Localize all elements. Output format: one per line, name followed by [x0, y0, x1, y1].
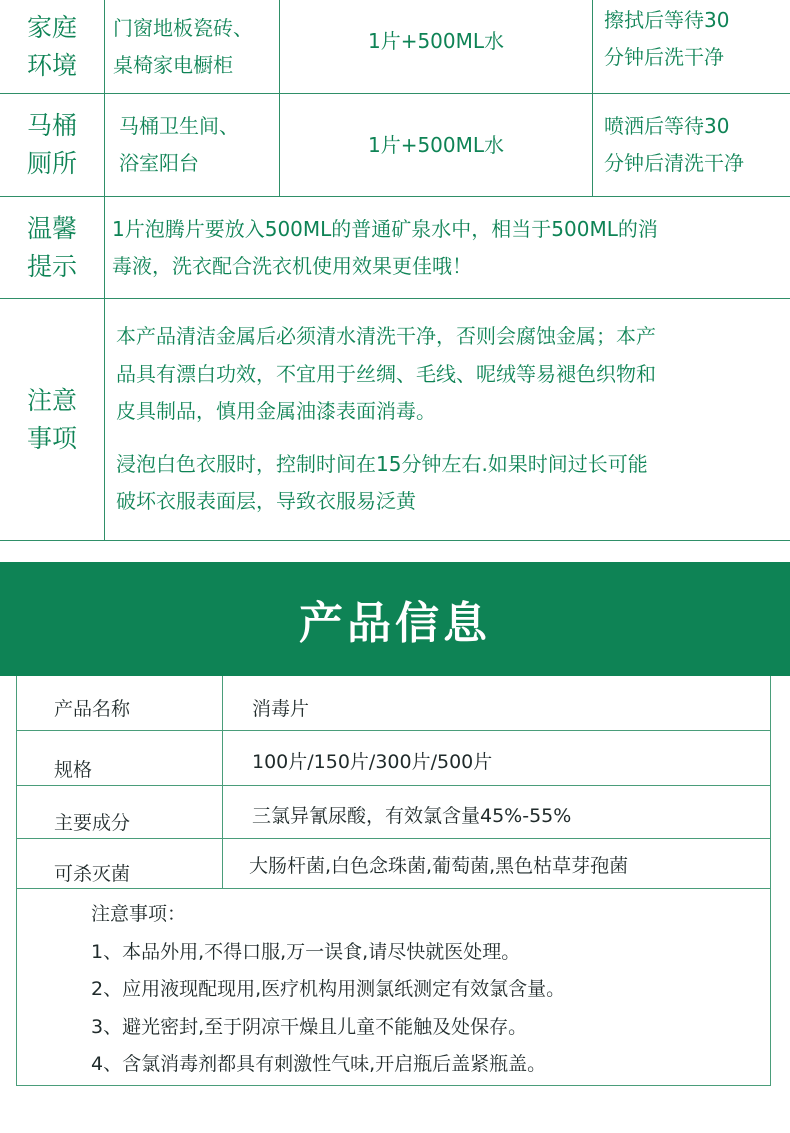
usage-ratio: 1片+500ML水: [367, 28, 505, 53]
usage-table: [0, 0, 790, 541]
info-key: 规格: [54, 759, 93, 781]
info-key: 主要成分: [54, 812, 131, 834]
section-title: 产品信息: [299, 598, 491, 649]
info-value: 消毒片: [252, 698, 310, 720]
usage-scope: 门窗地板瓷砖、 桌椅家电橱柜: [113, 15, 253, 77]
tip-text: 1片泡腾片要放入500ML的普通矿泉水中，相当于500ML的消 毒液，洗衣配合洗衣机使用效果更佳哦！: [112, 216, 658, 278]
usage-scope: 马桶卫生间、 浴室阳台: [119, 114, 239, 175]
row-divider: [17, 888, 770, 889]
note-item: 1、本品外用,不得口服,万一误食,请尽快就医处理。: [91, 940, 521, 963]
row-divider: [17, 730, 770, 731]
tip-label: 温馨 提示: [26, 213, 77, 281]
usage-method: 擦拭后等待30 分钟后洗干净: [604, 8, 730, 69]
note-item: 3、避光密封,至于阴凉干燥且儿童不能触及处保存。: [91, 1015, 528, 1038]
row-divider: [17, 785, 770, 786]
caution-text: [116, 318, 786, 521]
column-divider: [592, 0, 593, 196]
usage-method: 喷洒后等待30 分钟后清洗干净: [604, 114, 744, 175]
column-divider: [222, 676, 223, 888]
usage-row-label: 家庭 环境: [26, 12, 77, 80]
note-item: 2、应用液现配现用,医疗机构用测氯纸测定有效氯含量。: [91, 978, 566, 1000]
notes-title: 注意事项：: [91, 903, 187, 925]
info-value: 100片/150片/300片/500片: [252, 751, 493, 773]
column-divider: [104, 0, 105, 540]
table-bottom-rule: [0, 540, 790, 541]
product-info-table: [16, 676, 771, 1086]
info-key: 可杀灭菌: [54, 863, 131, 885]
info-value: 三氯异氰尿酸，有效氯含量45%-55%: [252, 805, 572, 827]
usage-ratio: 1片+500ML水: [367, 132, 505, 157]
info-key: 产品名称: [54, 698, 131, 720]
usage-row-label: 马桶 厕所: [26, 111, 77, 178]
row-divider: [0, 298, 790, 299]
caution-label: 注意 事项: [26, 385, 77, 453]
notes-block: [91, 896, 565, 1084]
caution-paragraph: 浸泡白色衣服时，控制时间在15分钟左右.如果时间过长可能 破坏衣服表面层，导致衣服易泛黄: [116, 451, 648, 513]
note-item: 4、含氯消毒剂都具有刺激性气味,开启瓶后盖紧瓶盖。: [91, 1053, 547, 1075]
caution-paragraph: 本产品清洁金属后必须清水清洗干净，否则会腐蚀金属；本产 品具有漂白功效，不宜用于丝绸、毛线、呢绒等易褪色织物和 皮具制品，慎用金属油漆表面消毒。: [116, 324, 656, 423]
row-divider: [17, 838, 770, 839]
info-value: 大肠杆菌,白色念珠菌,葡萄菌,黑色枯草芽孢菌: [249, 855, 629, 877]
section-banner: [0, 562, 790, 676]
